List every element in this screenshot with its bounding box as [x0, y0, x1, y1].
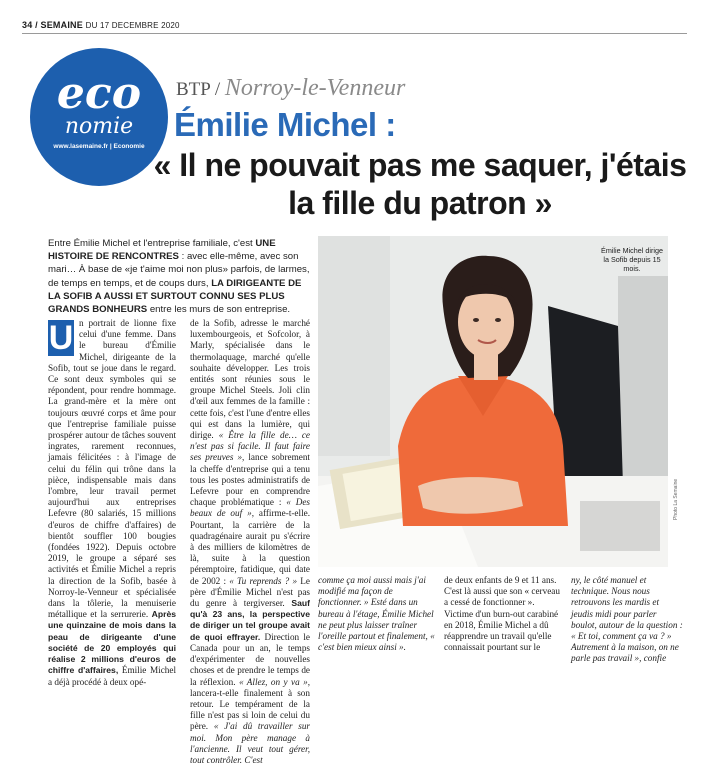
- dropcap: U: [48, 319, 74, 357]
- photo-caption: Émilie Michel dirige la Sofib depuis 15 mois.: [601, 246, 663, 273]
- badge-eco: eco: [56, 68, 142, 119]
- bottom-column-2: de deux enfants de 9 et 11 ans. C'est là aussi que son « cerveau a cessé de fonctionner ». Victime d'un burn-out carabiné en 2018, Émilie Michel a dû réapprendre un travail qu'elle connaissait pourtant sur le: [444, 575, 560, 653]
- photo-credit: Photo La Semaine: [673, 478, 679, 520]
- kicker-section: BTP /: [176, 79, 225, 100]
- standfirst-text: Entre Émilie Michel et l'entreprise familiale, c'est: [48, 238, 256, 249]
- page-number: 34 / SEMAINE: [22, 20, 83, 30]
- body-text: n portrait de lionne fixe celui d'une femme. Dans le bureau d'Émilie Michel, dirigeante de la Sofib, tout se joue dans le regard. Ce sont deux symboles qui se répondent, pour rendre hommage. La grand-mère et la mère ont toujours œuvré corps et âme pour que l'entreprise familiale puisse prospérer autour de tâches souvent ingrates, rarement reconnues, jamais félicitées : à l'image de celui du félin qui trône dans la pièce, indispensable mais dans l'ombre, leur travail permet aujourd'hui aux entreprises Lefevre (80 salariés, 15 millions d'euros de chiffre d'affaires) de bientôt souffler 100 bougies (fondées 1922). Depuis octobre 2019, le groupe a séparé ses activités et Émilie Michel a repris la direction de la Sofib, basée à Norroy-le-Venneur et spécialisée dans la tôlerie, la menuiserie métallique et la serrurerie.: [48, 318, 176, 620]
- quote-text: « J'ai dû travailler sur moi. Mon père manage à l'ancienne. Il veut tout gérer, tout contrôler. C'est: [190, 721, 311, 765]
- quote-text: « Allez, on y va »: [238, 676, 308, 687]
- body-text: , affirme-t-elle. Pourtant, la carrière de la quadragénaire aurait pu s'écrire à des milliers de kilomètres de là, suite à la question péremptoire, fatidique, qui date de 2002 :: [190, 508, 310, 586]
- body-bold: Après une quinzaine de mois dans la peau de dirigeante d'une société de 20 employés qui réalise 2 millions d'euros de chiffre d'affaires,: [48, 609, 176, 676]
- bottom-column-1: comme ça moi aussi mais j'ai modifié ma façon de fonctionner. » Esté dans un bureau à l'étage, Émilie Michel ne peut plus laisser traîner l'oreille partout et finalement, « c'est bien mieux ainsi ».: [318, 575, 435, 653]
- body-text: , lancera-t-elle finalement à son retour. Le tempérament de la fille n'est pas si loin de celui du père.: [190, 676, 310, 732]
- kicker-place: Norroy-le-Venneur: [224, 75, 406, 101]
- standfirst-text: entre les murs de son entreprise.: [147, 304, 291, 316]
- quote-text: « Être la fille de… ce n'est pas si facile. Il faut faire ses preuves »: [190, 430, 310, 463]
- portrait-illustration: [318, 236, 668, 567]
- issue-date: DU 17 DECEMBRE 2020: [85, 21, 180, 30]
- quote-text: « Tu reprends ? »: [229, 575, 298, 586]
- standfirst-bold: LA DIRIGEANTE DE LA SOFIB A AUSSI ET SURTOUT CONNU SES PLUS GRANDS BONHEURS: [48, 277, 302, 316]
- body-text: Direction le Canada pour un an, le temps d'expérimenter de nouvelles choses et de prendre le temps de la réflexion.: [190, 631, 310, 687]
- badge-site: www.lasemaine.fr | Economie: [53, 143, 145, 150]
- standfirst: [48, 237, 310, 316]
- bottom-column-3: ny, le côté manuel et technique. Nous nous retrouvons les mardis et jeudis midi pour parler boulot, autour de la question : « Et toi, comment ça va ? » Autrement à la maison, on ne parle pas travail », confie: [571, 575, 683, 664]
- standfirst-text: : avec elle-même, avec son mari… À base de «je t'aime moi non plus» parfois, de larmes, de temps en temps, et de coups durs,: [48, 251, 310, 289]
- body-text: Émilie Michel a déjà procédé à deux opé-: [48, 665, 176, 687]
- header-rule: [22, 33, 687, 34]
- badge-nomie: nomie: [64, 114, 134, 139]
- body-text: de la Sofib, adresse le marché luxembourgeois, et Sofcolor, à Marly, spécialisée dans le thermolaquage, marché qu'elle souhaite développer. Les trois entités sont réunies sous le groupe Michel Steels. Joli clin d'œil aux femmes de la famille : cette fois, c'est l'une d'entre elles qui est dans la lumière, qui dirige.: [190, 318, 310, 441]
- body-bold: Sauf qu'à 23 ans, la perspective de diriger un tel groupe avait de quoi effrayer.: [190, 598, 310, 642]
- headline-name: Émilie Michel :: [174, 106, 396, 143]
- body-column-2: [190, 318, 310, 766]
- portrait-photo: [318, 236, 668, 567]
- headline-quote: « Il ne pouvait pas me saquer, j'étais la fille du patron »: [153, 147, 687, 221]
- standfirst-bold: UNE HISTOIRE DE RENCONTRES: [48, 238, 276, 263]
- economie-badge: [30, 48, 168, 186]
- body-column-1: [48, 318, 176, 688]
- body-text: , lance sobrement la cheffe d'entreprise qui a tenu tous les postes administratifs de Lefevre pour en comprendre chaque problématique :: [190, 452, 310, 508]
- body-text: Le père d'Émilie Michel n'est pas du genre à tergiverser.: [190, 575, 310, 609]
- page-header: [22, 20, 180, 30]
- quote-text: « Des beaux de ouf »: [190, 497, 310, 519]
- article-kicker: [176, 75, 405, 102]
